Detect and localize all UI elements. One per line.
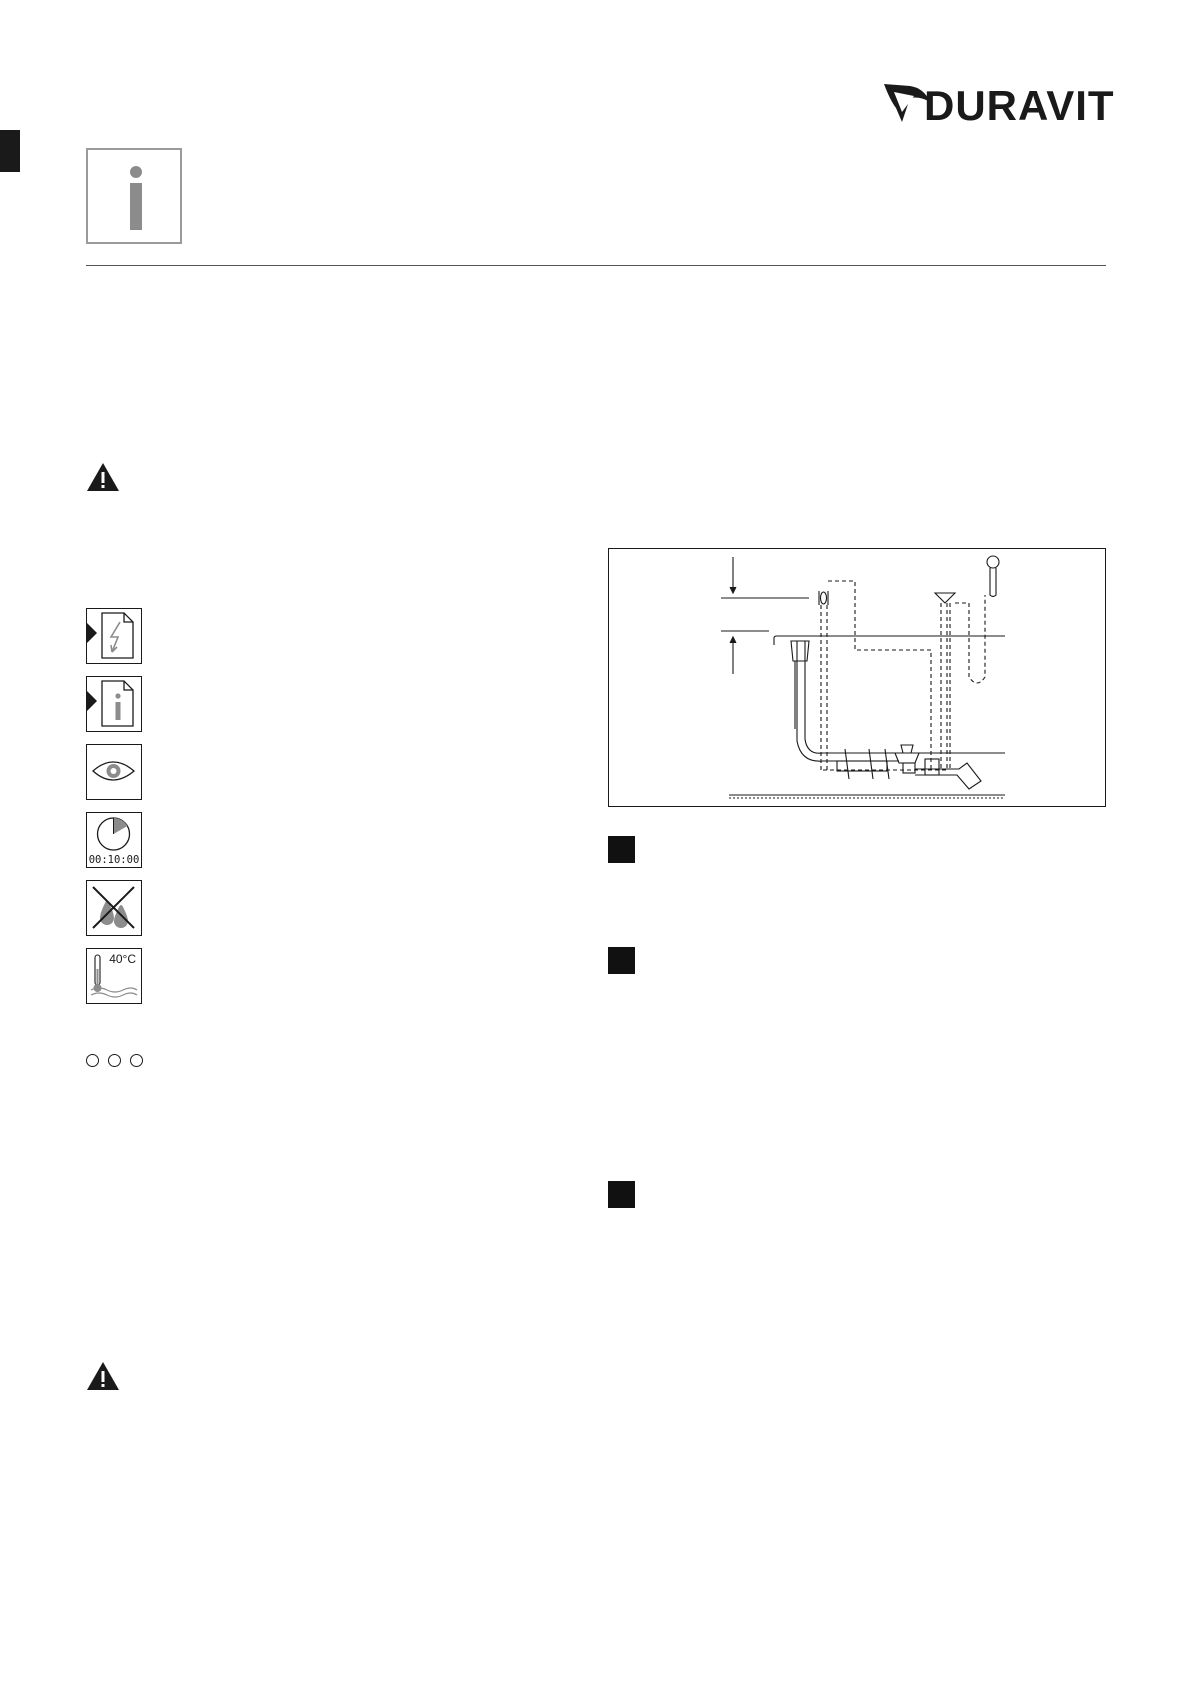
water-temperature-icon (86, 948, 142, 1004)
step-circle (130, 1054, 143, 1067)
duravit-logo (880, 78, 1116, 128)
drain-installation-figure (608, 548, 1106, 807)
section-tab-marker (0, 130, 20, 172)
step-marker-3 (608, 1181, 635, 1208)
step-marker-1 (608, 836, 635, 863)
warning-triangle-icon (86, 1361, 120, 1391)
information-document-icon (86, 676, 142, 732)
no-cleaning-agent-icon (86, 880, 142, 936)
electrical-document-icon (86, 608, 142, 664)
warning-triangle-icon (86, 462, 120, 492)
timer-label: 00:10:00 (88, 854, 140, 866)
visual-inspection-eye-icon (86, 744, 142, 800)
step-marker-2 (608, 947, 635, 974)
temperature-label: 40°C (109, 952, 136, 966)
header-divider (86, 265, 1106, 266)
duravit-wordmark: DURAVIT (924, 82, 1115, 128)
step-circle (108, 1054, 121, 1067)
timer-icon (86, 812, 142, 868)
drain-installation-drawing (609, 549, 1105, 806)
info-icon (86, 148, 182, 244)
step-circle (86, 1054, 99, 1067)
